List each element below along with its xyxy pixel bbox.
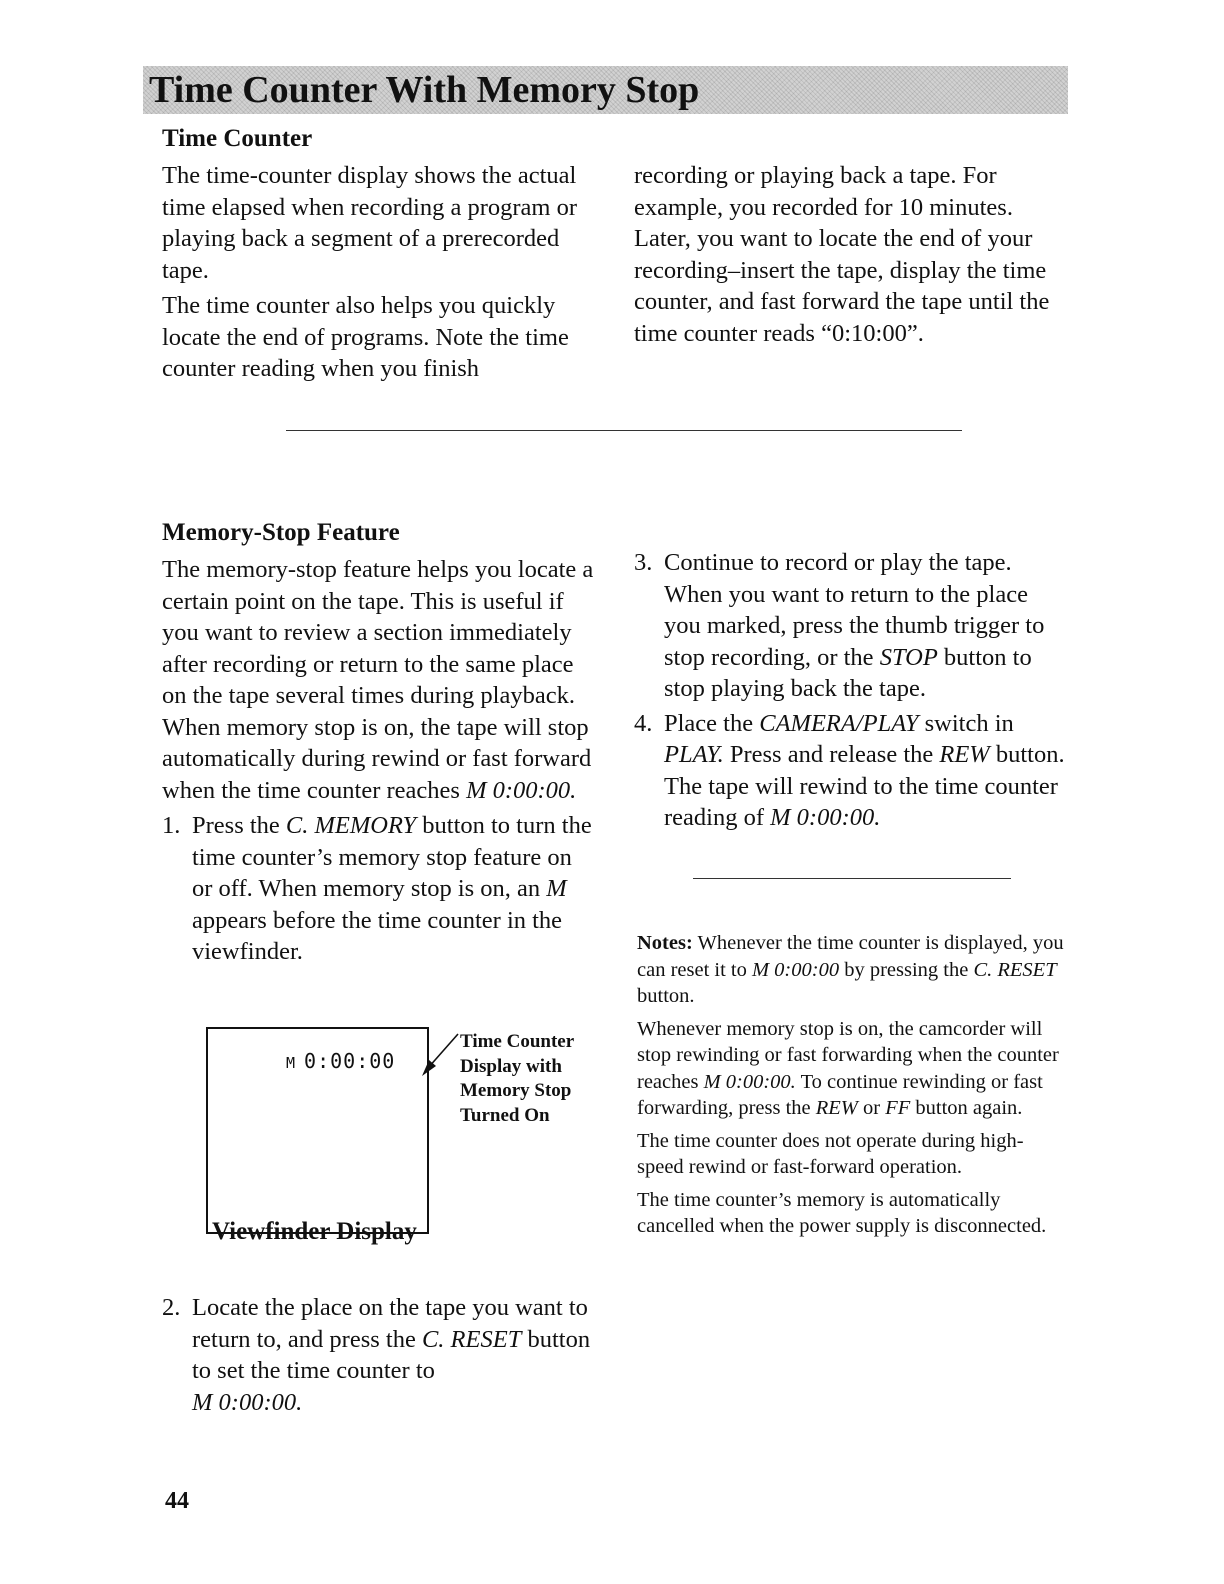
step-item: 1. Press the C. MEMORY button to turn the time counter’s memory stop feature on or off. When memory stop is on, an M appears before the time counter in the viewfinder. [162,812,592,965]
step-item: 3. Continue to record or play the tape. When you want to return to the place you marked, press the thumb trigger to stop recording, or the STOP button to stop playing back the tape. [634,549,1045,702]
memory-stop-right-column [634,547,1066,837]
note-item: Whenever memory stop is on, the camcorder will stop rewinding or fast forwarding when the counter reaches M 0:00:00. To continue rewinding or fast forwarding, press the REW or FF button again. [637,1017,1059,1119]
time-counter-left-column [162,160,592,389]
section-divider [286,430,962,431]
title-banner [143,66,1068,114]
notes-block [637,930,1067,1246]
time-counter-paragraph: recording or playing back a tape. For example, you recorded for 10 minutes. Later, you want to locate the end of your recording–insert the tape, display the time counter, and fast forward the tape until the time counter reads “0:10:00”. [634,162,1050,347]
time-counter-right-column [634,160,1064,353]
time-counter-paragraph: The time counter also helps you quickly locate the end of programs. Note the time counter reading when you finish [162,292,569,382]
memory-stop-left-column [162,554,597,971]
time-counter-paragraph: The time-counter display shows the actual time elapsed when recording a program or playing back a segment of a prerecorded tape. [162,162,577,284]
counter-value: 0:00:00 [304,1049,396,1073]
callout-arrow-icon [418,1030,462,1080]
memory-stop-heading: Memory-Stop Feature [162,519,400,546]
note-item: The time counter does not operate during high-speed rewind or fast-forward operation. [637,1129,1024,1178]
step-item: 4. Place the CAMERA/PLAY switch in PLAY. Press and release the REW button. The tape will rewind to the time counter reading of M 0:00:00. [634,709,1065,831]
page-title: Time Counter With Memory Stop [149,69,700,111]
step-item: 2. Locate the place on the tape you want to return to, and press the C. RESET button to set the time counter to M 0:00:00. [162,1294,591,1416]
viewfinder-counter-readout [286,1049,395,1073]
page-number: 44 [165,1488,189,1514]
memory-indicator: M [286,1054,297,1072]
note-item: The time counter’s memory is automatically cancelled when the power supply is disconnected. [637,1188,1047,1237]
memory-stop-step2-block [162,1292,597,1421]
memory-stop-intro: The memory-stop feature helps you locate a certain point on the tape. This is useful if you want to review a section immediately after recording or return to the same place on the tape several times during playback. When memory stop is on, the tape will stop automatically during rewind or fast forward when the time counter reaches M 0:00:00. [162,556,594,804]
note-item: Notes: Whenever the time counter is displayed, you can reset it to M 0:00:00 by pressing the C. RESET button. [637,932,1064,1007]
viewfinder-callout-label: Time Counter Display with Memory Stop Turned On [460,1031,574,1126]
notes-divider [693,878,1011,879]
time-counter-heading: Time Counter [162,125,313,152]
viewfinder-display [206,1027,429,1234]
viewfinder-caption: Viewfinder Display [212,1218,417,1245]
